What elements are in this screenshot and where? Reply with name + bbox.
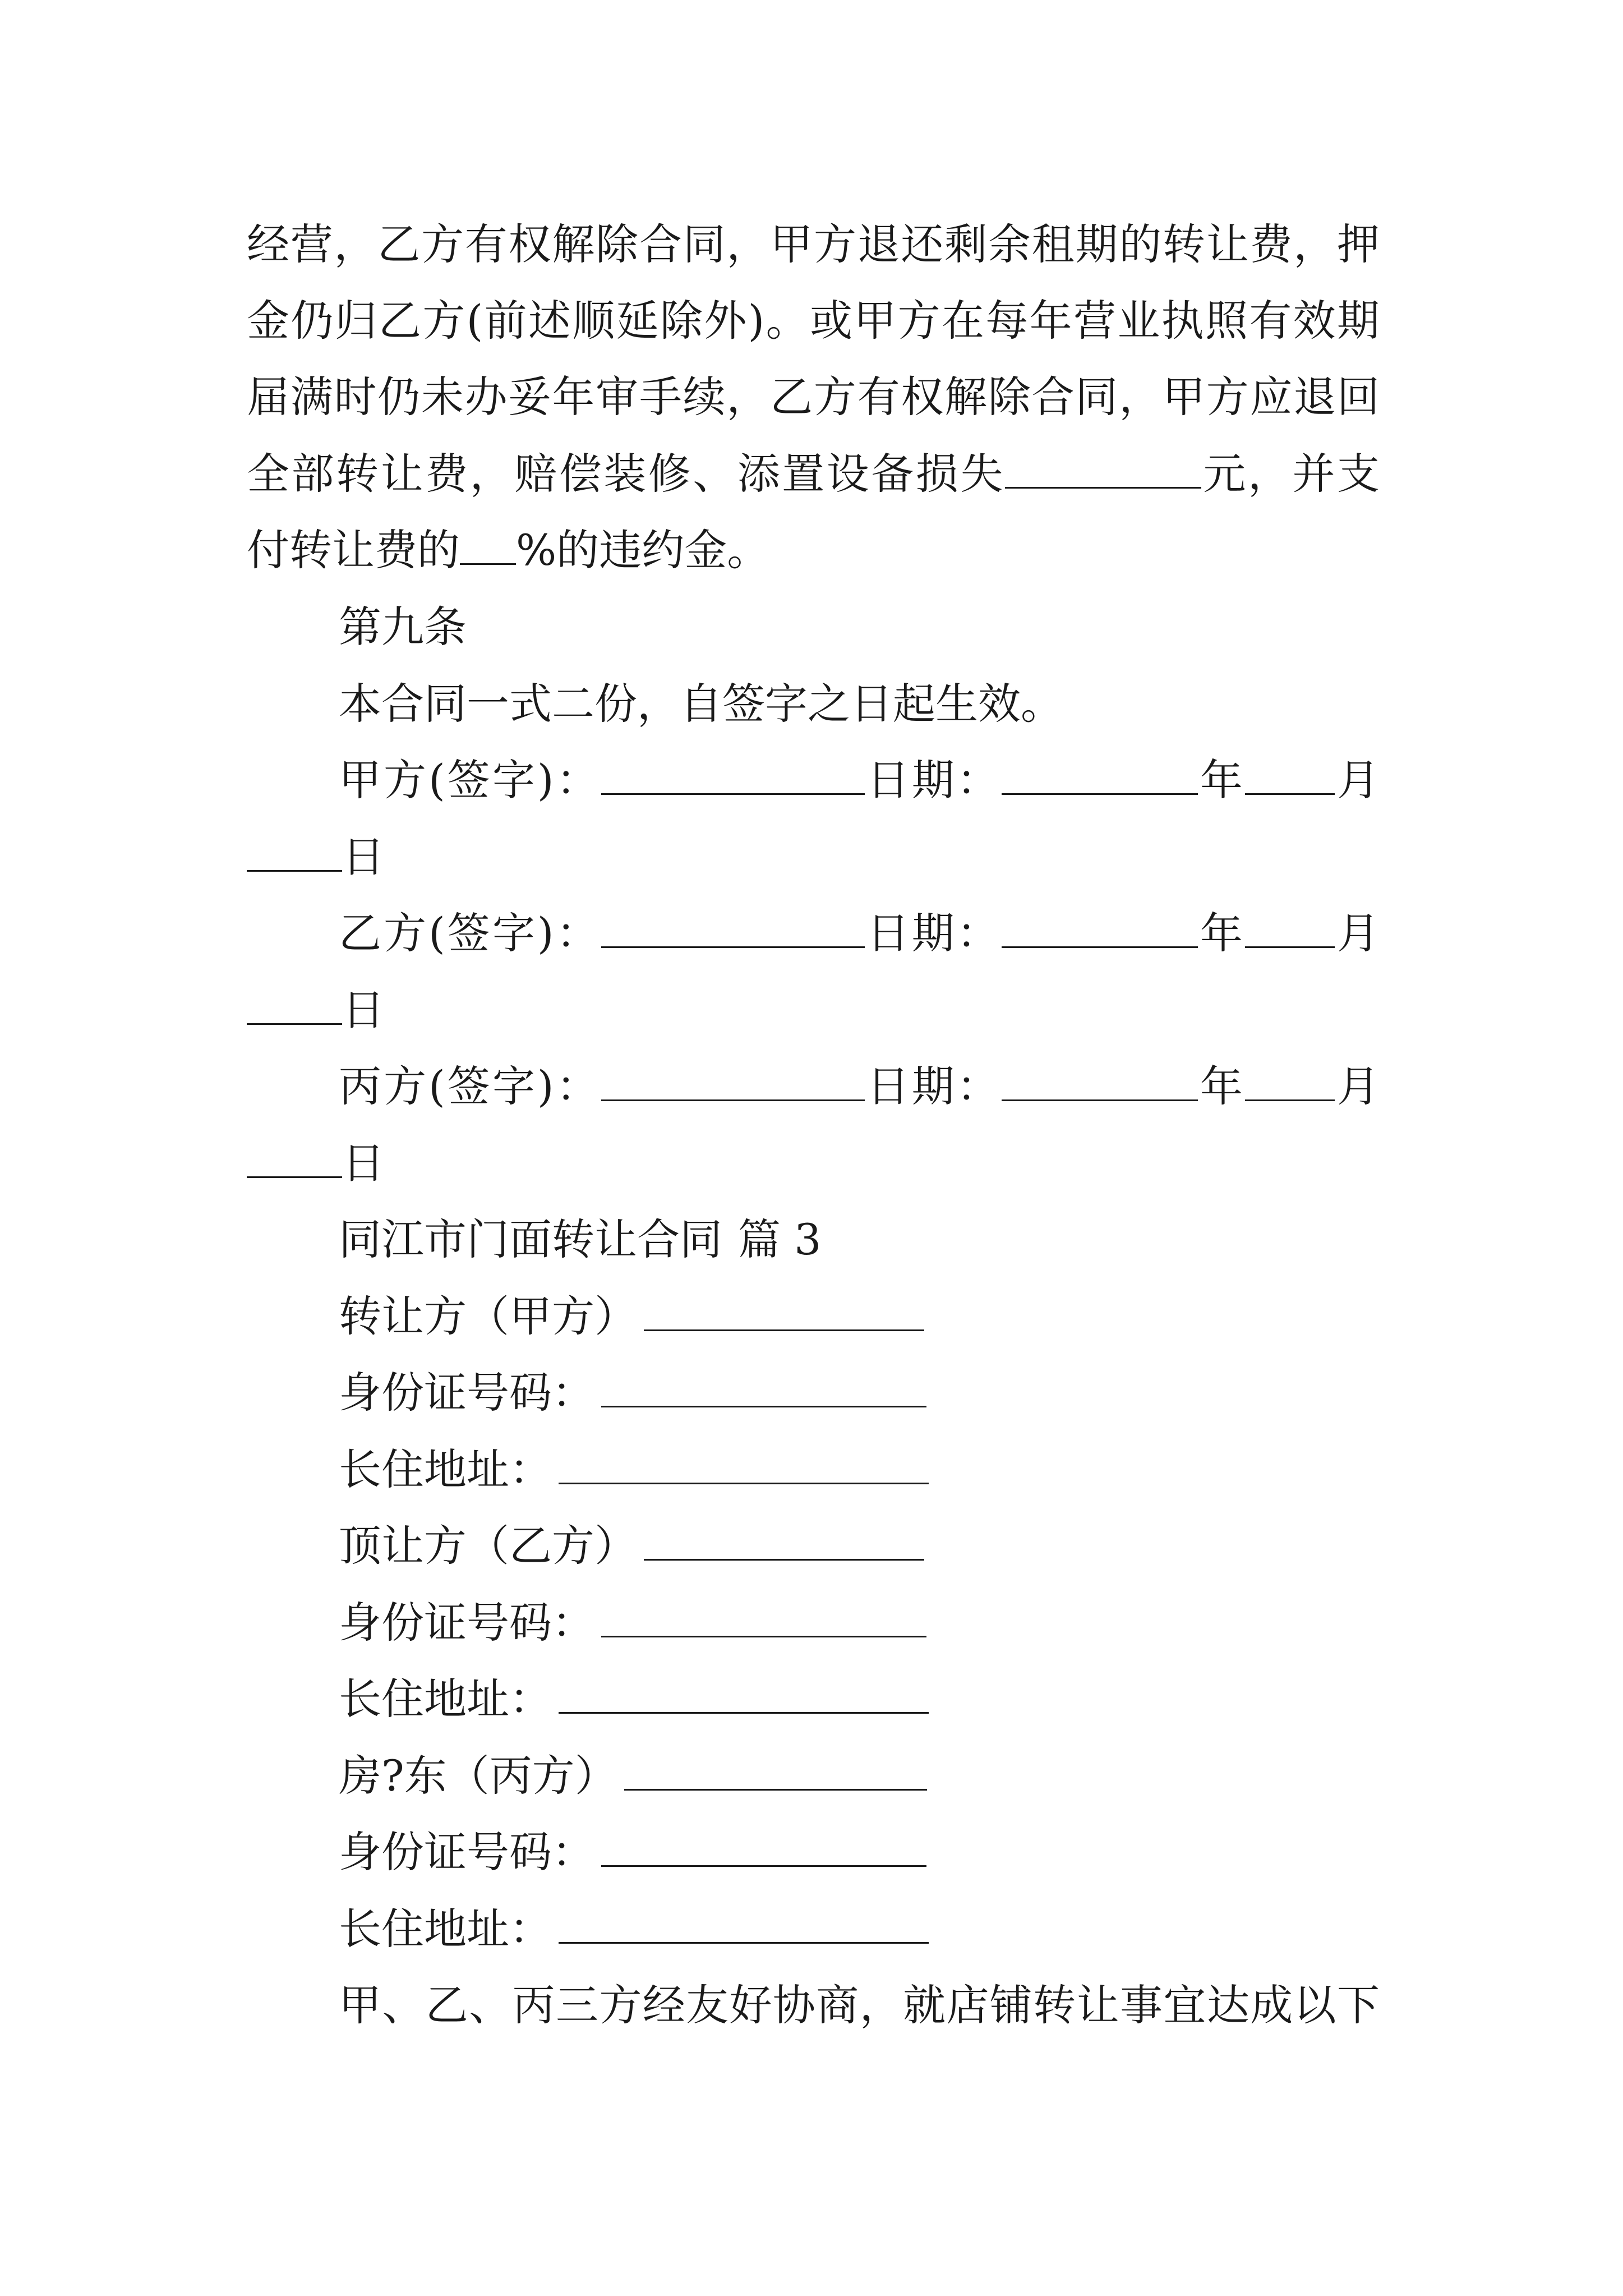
month-label: 月 xyxy=(1334,755,1380,805)
date-label: 日期： xyxy=(864,1061,1002,1111)
year-blank xyxy=(1002,1065,1198,1101)
field-label: 身份证号码： xyxy=(339,1827,594,1877)
article-text: 本合同一式二份，自签字之日起生效。 xyxy=(339,679,1063,729)
party-field-row xyxy=(339,1671,1380,1727)
paragraph-text: 付转让费的 xyxy=(247,525,460,575)
day-blank xyxy=(247,835,342,872)
paragraph-text: 元，并支 xyxy=(1201,449,1380,499)
party-field-row xyxy=(339,1595,1380,1651)
percent-blank xyxy=(460,528,516,565)
party-field-row xyxy=(339,1748,1380,1804)
day-label: 日 xyxy=(342,985,385,1035)
day-label: 日 xyxy=(342,832,385,882)
day-blank xyxy=(247,988,342,1025)
field-label: 身份证号码： xyxy=(339,1368,594,1418)
party-field-row xyxy=(339,1518,1380,1574)
party-field-row xyxy=(339,1289,1380,1345)
party-label: 甲方(签字)： xyxy=(339,755,601,805)
paragraph-line: 金仍归乙方(前述顺延除外)。或甲方在每年营业执照有效期 xyxy=(247,296,1380,346)
field-blank xyxy=(601,1601,926,1637)
signature-blank xyxy=(601,758,865,795)
party-field-row xyxy=(339,1901,1380,1957)
date-label: 日期： xyxy=(864,908,1002,958)
field-blank xyxy=(644,1524,924,1561)
year-label: 年 xyxy=(1197,755,1245,805)
day-label: 日 xyxy=(342,1138,385,1188)
day-blank xyxy=(247,1142,342,1178)
party-field-row xyxy=(339,1824,1380,1880)
date-label: 日期： xyxy=(864,755,1002,805)
signature-day-line xyxy=(247,1135,1380,1191)
field-blank xyxy=(601,1830,926,1867)
field-label: 长住地址： xyxy=(339,1444,552,1494)
signature-blank xyxy=(601,912,865,948)
year-blank xyxy=(1002,912,1198,948)
field-label: 长住地址： xyxy=(339,1674,552,1724)
signature-row-a xyxy=(339,752,1380,808)
field-label: 顶让方（乙方） xyxy=(339,1521,637,1571)
year-blank xyxy=(1002,758,1198,795)
amount-blank xyxy=(1005,452,1201,489)
paragraph-line: 届满时仍未办妥年审手续，乙方有权解除合同，甲方应退回 xyxy=(247,372,1380,422)
signature-day-line xyxy=(247,982,1380,1038)
signature-day-line xyxy=(247,829,1380,885)
year-label: 年 xyxy=(1197,908,1245,958)
article-heading: 第九条 xyxy=(339,602,467,652)
closing-line: 甲、乙、丙三方经友好协商，就店铺转让事宜达成以下 xyxy=(339,1980,1380,2030)
paragraph-line: 经营，乙方有权解除合同，甲方退还剩余租期的转让费，押 xyxy=(247,219,1380,269)
month-blank xyxy=(1245,912,1335,948)
signature-row-c xyxy=(339,1059,1380,1115)
field-label: 身份证号码： xyxy=(339,1598,594,1648)
paragraph-line xyxy=(247,446,1380,502)
month-blank xyxy=(1245,1065,1335,1101)
party-label: 丙方(签字)： xyxy=(339,1061,601,1111)
field-label: 转让方（甲方） xyxy=(339,1291,637,1341)
field-blank xyxy=(644,1295,924,1331)
field-label: 房?东（丙方） xyxy=(339,1751,617,1801)
party-field-row xyxy=(339,1365,1380,1421)
party-field-row xyxy=(339,1442,1380,1498)
section-part: 篇 3 xyxy=(738,1214,822,1264)
signature-blank xyxy=(601,1065,865,1101)
month-label: 月 xyxy=(1334,1061,1380,1111)
paragraph-line xyxy=(247,522,1380,578)
field-label: 长住地址： xyxy=(339,1904,552,1954)
month-blank xyxy=(1245,758,1335,795)
party-label: 乙方(签字)： xyxy=(339,908,601,958)
month-label: 月 xyxy=(1334,908,1380,958)
paragraph-text: 全部转让费，赔偿装修、添置设备损失 xyxy=(247,449,1005,499)
year-label: 年 xyxy=(1197,1061,1245,1111)
field-blank xyxy=(601,1371,926,1407)
section-title xyxy=(339,1212,1380,1268)
signature-row-b xyxy=(339,905,1380,961)
field-blank xyxy=(559,1907,929,1944)
field-blank xyxy=(624,1754,927,1791)
paragraph-text: %的违约金。 xyxy=(516,525,770,575)
field-blank xyxy=(559,1448,929,1484)
field-blank xyxy=(559,1677,929,1714)
section-title-text: 同江市门面转让合同 xyxy=(339,1214,722,1264)
